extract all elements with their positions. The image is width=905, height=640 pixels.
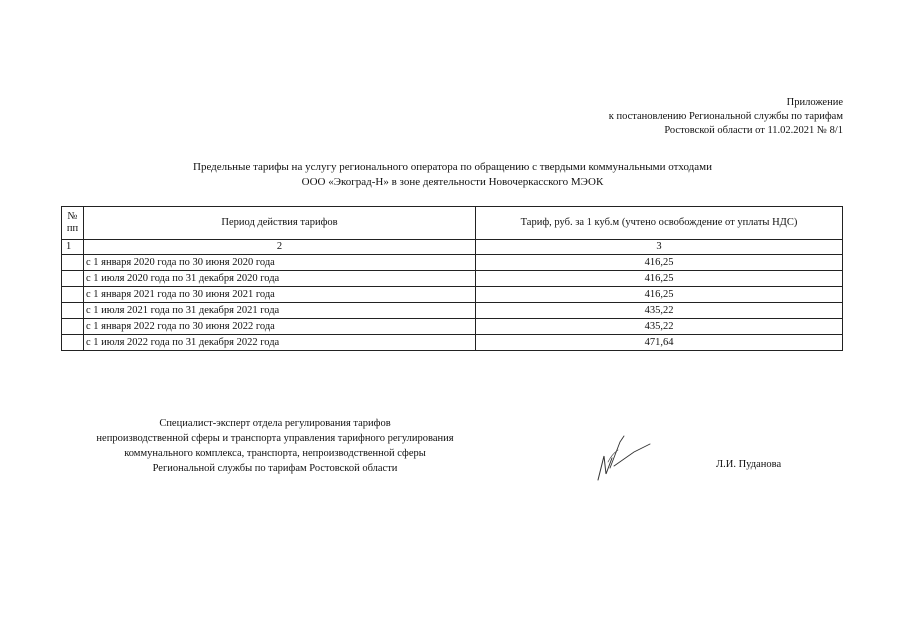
appendix-line: к постановлению Региональной службы по тарифам <box>608 111 843 122</box>
signer-line: непроизводственной сферы и транспорта управления тарифного регулирования <box>96 433 454 444</box>
row-tariff: 435,22 <box>476 319 843 335</box>
header-number-line1: № <box>67 211 78 222</box>
handwritten-signature <box>590 428 660 488</box>
row-number <box>62 319 84 335</box>
header-number-line2: пп <box>66 223 79 234</box>
row-tariff: 416,25 <box>476 255 843 271</box>
row-tariff: 435,22 <box>476 303 843 319</box>
row-period: с 1 января 2021 года по 30 июня 2021 года <box>84 287 476 303</box>
header-number <box>62 207 84 240</box>
row-number <box>62 271 84 287</box>
column-number: 3 <box>476 240 843 255</box>
tariff-table <box>61 206 843 351</box>
table-row <box>62 319 843 335</box>
header-period: Период действия тарифов <box>84 207 476 240</box>
row-period: с 1 июля 2021 года по 31 декабря 2021 года <box>84 303 476 319</box>
table-row <box>62 255 843 271</box>
row-number <box>62 335 84 351</box>
table-row <box>62 303 843 319</box>
title-line: Предельные тарифы на услугу регионального оператора по обращению с твердыми коммунальными отходами <box>193 161 712 173</box>
row-period: с 1 июля 2020 года по 31 декабря 2020 года <box>84 271 476 287</box>
row-period: с 1 июля 2022 года по 31 декабря 2022 года <box>84 335 476 351</box>
row-tariff: 471,64 <box>476 335 843 351</box>
column-number-row <box>62 240 843 255</box>
signer-position <box>60 416 490 476</box>
appendix-line: Приложение <box>786 97 843 108</box>
signer-line: коммунального комплекса, транспорта, непроизводственной сферы <box>124 448 426 459</box>
row-number <box>62 255 84 271</box>
table-row <box>62 271 843 287</box>
signer-line: Специалист-эксперт отдела регулирования тарифов <box>159 418 391 429</box>
document-title <box>0 160 905 189</box>
title-line: ООО «Экоград-Н» в зоне деятельности Новочеркасского МЭОК <box>301 175 604 188</box>
column-number: 1 <box>62 240 84 255</box>
row-number <box>62 287 84 303</box>
table-row <box>62 335 843 351</box>
signer-line: Региональной службы по тарифам Ростовской области <box>152 463 398 474</box>
appendix-line: Ростовской области от 11.02.2021 № 8/1 <box>664 125 843 136</box>
row-number <box>62 303 84 319</box>
row-period: с 1 января 2020 года по 30 июня 2020 года <box>84 255 476 271</box>
table-row <box>62 287 843 303</box>
column-number: 2 <box>84 240 476 255</box>
row-period: с 1 января 2022 года по 30 июня 2022 года <box>84 319 476 335</box>
header-tariff: Тариф, руб. за 1 куб.м (учтено освобождение от уплаты НДС) <box>476 207 843 240</box>
table-header-row <box>62 207 843 240</box>
signer-name: Л.И. Пуданова <box>716 459 782 470</box>
row-tariff: 416,25 <box>476 271 843 287</box>
row-tariff: 416,25 <box>476 287 843 303</box>
appendix-header <box>609 96 843 138</box>
